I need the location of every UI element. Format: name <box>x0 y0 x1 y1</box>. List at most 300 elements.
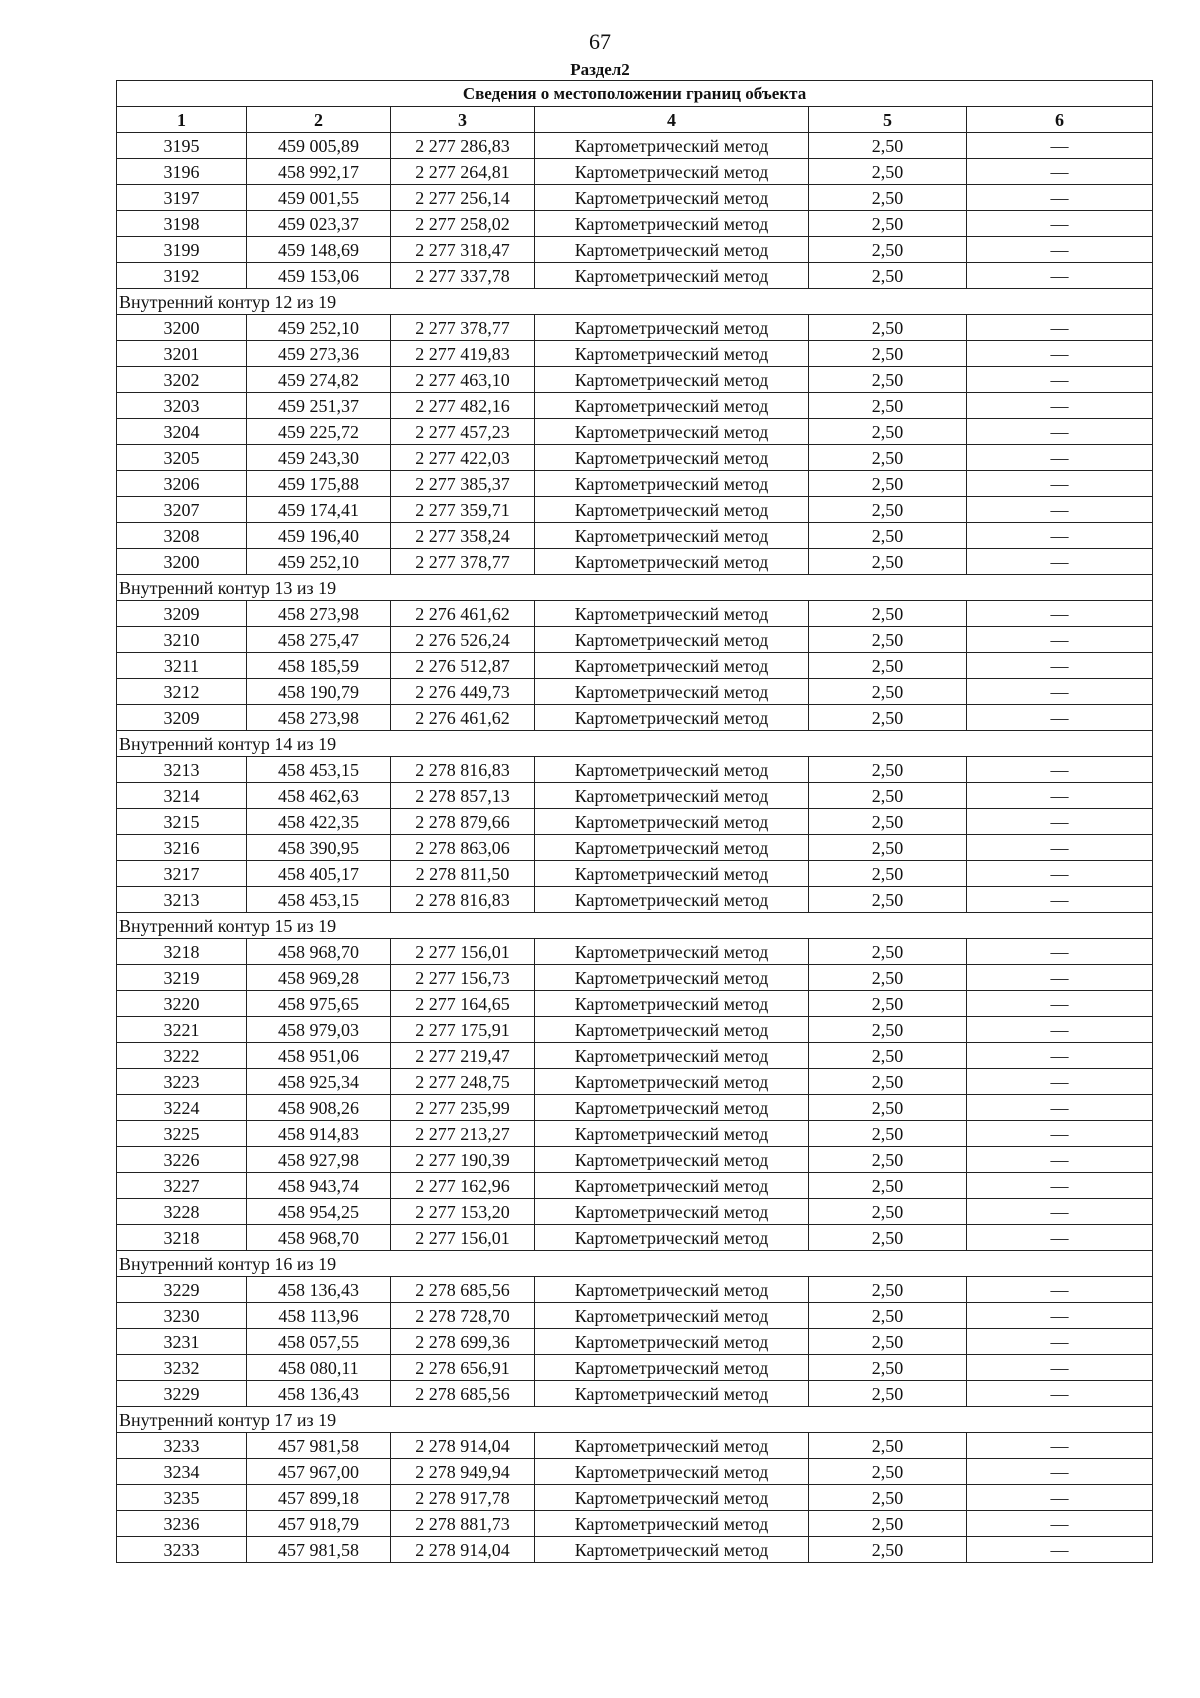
y-coordinate-cell: 2 277 164,65 <box>391 991 535 1017</box>
point-number-cell: 3207 <box>117 497 247 523</box>
description-cell: — <box>967 835 1153 861</box>
x-coordinate-cell: 458 992,17 <box>247 159 391 185</box>
method-cell: Картометрический метод <box>535 1303 809 1329</box>
y-coordinate-cell: 2 276 461,62 <box>391 705 535 731</box>
x-coordinate-cell: 459 148,69 <box>247 237 391 263</box>
point-number-cell: 3217 <box>117 861 247 887</box>
point-number-cell: 3202 <box>117 367 247 393</box>
y-coordinate-cell: 2 278 857,13 <box>391 783 535 809</box>
x-coordinate-cell: 459 274,82 <box>247 367 391 393</box>
method-cell: Картометрический метод <box>535 1537 809 1563</box>
y-coordinate-cell: 2 278 914,04 <box>391 1537 535 1563</box>
y-coordinate-cell: 2 277 235,99 <box>391 1095 535 1121</box>
accuracy-cell: 2,50 <box>809 783 967 809</box>
point-number-cell: 3200 <box>117 315 247 341</box>
accuracy-cell: 2,50 <box>809 627 967 653</box>
y-coordinate-cell: 2 277 286,83 <box>391 133 535 159</box>
contour-header-row <box>117 913 1153 939</box>
x-coordinate-cell: 458 943,74 <box>247 1173 391 1199</box>
method-cell: Картометрический метод <box>535 887 809 913</box>
table-row <box>117 1225 1153 1251</box>
y-coordinate-cell: 2 277 156,01 <box>391 1225 535 1251</box>
accuracy-cell: 2,50 <box>809 1017 967 1043</box>
table-row <box>117 185 1153 211</box>
point-number-cell: 3197 <box>117 185 247 211</box>
accuracy-cell: 2,50 <box>809 445 967 471</box>
x-coordinate-cell: 458 185,59 <box>247 653 391 679</box>
point-number-cell: 3221 <box>117 1017 247 1043</box>
description-cell: — <box>967 549 1153 575</box>
contour-header-row <box>117 575 1153 601</box>
x-coordinate-cell: 458 968,70 <box>247 1225 391 1251</box>
x-coordinate-cell: 457 967,00 <box>247 1459 391 1485</box>
description-cell: — <box>967 1485 1153 1511</box>
point-number-cell: 3213 <box>117 757 247 783</box>
method-cell: Картометрический метод <box>535 523 809 549</box>
description-cell: — <box>967 757 1153 783</box>
method-cell: Картометрический метод <box>535 471 809 497</box>
description-cell: — <box>967 1095 1153 1121</box>
column-number: 3 <box>391 107 535 133</box>
x-coordinate-cell: 458 462,63 <box>247 783 391 809</box>
description-cell: — <box>967 367 1153 393</box>
accuracy-cell: 2,50 <box>809 315 967 341</box>
accuracy-cell: 2,50 <box>809 679 967 705</box>
x-coordinate-cell: 458 979,03 <box>247 1017 391 1043</box>
x-coordinate-cell: 458 951,06 <box>247 1043 391 1069</box>
method-cell: Картометрический метод <box>535 679 809 705</box>
y-coordinate-cell: 2 277 337,78 <box>391 263 535 289</box>
x-coordinate-cell: 458 405,17 <box>247 861 391 887</box>
x-coordinate-cell: 458 275,47 <box>247 627 391 653</box>
method-cell: Картометрический метод <box>535 1511 809 1537</box>
description-cell: — <box>967 783 1153 809</box>
y-coordinate-cell: 2 276 449,73 <box>391 679 535 705</box>
caption-row <box>117 81 1153 107</box>
accuracy-cell: 2,50 <box>809 705 967 731</box>
method-cell: Картометрический метод <box>535 341 809 367</box>
table-row <box>117 1511 1153 1537</box>
method-cell: Картометрический метод <box>535 1433 809 1459</box>
x-coordinate-cell: 458 453,15 <box>247 887 391 913</box>
accuracy-cell: 2,50 <box>809 1225 967 1251</box>
description-cell: — <box>967 1225 1153 1251</box>
x-coordinate-cell: 458 113,96 <box>247 1303 391 1329</box>
accuracy-cell: 2,50 <box>809 1199 967 1225</box>
method-cell: Картометрический метод <box>535 445 809 471</box>
y-coordinate-cell: 2 277 258,02 <box>391 211 535 237</box>
table-row <box>117 159 1153 185</box>
table-row <box>117 887 1153 913</box>
method-cell: Картометрический метод <box>535 1485 809 1511</box>
description-cell: — <box>967 1459 1153 1485</box>
point-number-cell: 3225 <box>117 1121 247 1147</box>
accuracy-cell: 2,50 <box>809 497 967 523</box>
x-coordinate-cell: 458 080,11 <box>247 1355 391 1381</box>
description-cell: — <box>967 1433 1153 1459</box>
contour-label: Внутренний контур 14 из 19 <box>117 731 1153 757</box>
table-row <box>117 991 1153 1017</box>
method-cell: Картометрический метод <box>535 211 809 237</box>
x-coordinate-cell: 458 914,83 <box>247 1121 391 1147</box>
table-row <box>117 1459 1153 1485</box>
point-number-cell: 3212 <box>117 679 247 705</box>
table-row <box>117 653 1153 679</box>
method-cell: Картометрический метод <box>535 159 809 185</box>
x-coordinate-cell: 457 981,58 <box>247 1537 391 1563</box>
point-number-cell: 3195 <box>117 133 247 159</box>
x-coordinate-cell: 459 273,36 <box>247 341 391 367</box>
table-row <box>117 549 1153 575</box>
point-number-cell: 3233 <box>117 1537 247 1563</box>
point-number-cell: 3222 <box>117 1043 247 1069</box>
table-row <box>117 211 1153 237</box>
table-row <box>117 419 1153 445</box>
point-number-cell: 3209 <box>117 705 247 731</box>
table-body <box>117 133 1153 1563</box>
description-cell: — <box>967 341 1153 367</box>
method-cell: Картометрический метод <box>535 627 809 653</box>
accuracy-cell: 2,50 <box>809 757 967 783</box>
accuracy-cell: 2,50 <box>809 653 967 679</box>
accuracy-cell: 2,50 <box>809 1069 967 1095</box>
accuracy-cell: 2,50 <box>809 1147 967 1173</box>
table-row <box>117 1303 1153 1329</box>
accuracy-cell: 2,50 <box>809 1277 967 1303</box>
x-coordinate-cell: 459 225,72 <box>247 419 391 445</box>
table-row <box>117 263 1153 289</box>
point-number-cell: 3213 <box>117 887 247 913</box>
method-cell: Картометрический метод <box>535 549 809 575</box>
description-cell: — <box>967 1303 1153 1329</box>
table-head <box>117 81 1153 133</box>
method-cell: Картометрический метод <box>535 367 809 393</box>
accuracy-cell: 2,50 <box>809 887 967 913</box>
table-row <box>117 471 1153 497</box>
column-number: 4 <box>535 107 809 133</box>
x-coordinate-cell: 459 251,37 <box>247 393 391 419</box>
x-coordinate-cell: 458 057,55 <box>247 1329 391 1355</box>
method-cell: Картометрический метод <box>535 1069 809 1095</box>
y-coordinate-cell: 2 277 190,39 <box>391 1147 535 1173</box>
description-cell: — <box>967 965 1153 991</box>
accuracy-cell: 2,50 <box>809 1303 967 1329</box>
table-row <box>117 497 1153 523</box>
y-coordinate-cell: 2 278 879,66 <box>391 809 535 835</box>
accuracy-cell: 2,50 <box>809 1173 967 1199</box>
table-row <box>117 1329 1153 1355</box>
accuracy-cell: 2,50 <box>809 991 967 1017</box>
contour-header-row <box>117 1407 1153 1433</box>
method-cell: Картометрический метод <box>535 419 809 445</box>
method-cell: Картометрический метод <box>535 237 809 263</box>
x-coordinate-cell: 459 174,41 <box>247 497 391 523</box>
table-row <box>117 445 1153 471</box>
y-coordinate-cell: 2 278 685,56 <box>391 1277 535 1303</box>
method-cell: Картометрический метод <box>535 653 809 679</box>
column-number: 6 <box>967 107 1153 133</box>
method-cell: Картометрический метод <box>535 991 809 1017</box>
method-cell: Картометрический метод <box>535 1199 809 1225</box>
x-coordinate-cell: 458 925,34 <box>247 1069 391 1095</box>
table-row <box>117 757 1153 783</box>
description-cell: — <box>967 1329 1153 1355</box>
table-row <box>117 1017 1153 1043</box>
method-cell: Картометрический метод <box>535 185 809 211</box>
accuracy-cell: 2,50 <box>809 1485 967 1511</box>
accuracy-cell: 2,50 <box>809 1537 967 1563</box>
x-coordinate-cell: 459 005,89 <box>247 133 391 159</box>
x-coordinate-cell: 459 196,40 <box>247 523 391 549</box>
accuracy-cell: 2,50 <box>809 367 967 393</box>
y-coordinate-cell: 2 276 526,24 <box>391 627 535 653</box>
method-cell: Картометрический метод <box>535 835 809 861</box>
point-number-cell: 3208 <box>117 523 247 549</box>
y-coordinate-cell: 2 277 156,73 <box>391 965 535 991</box>
table-row <box>117 861 1153 887</box>
description-cell: — <box>967 393 1153 419</box>
description-cell: — <box>967 523 1153 549</box>
description-cell: — <box>967 887 1153 913</box>
table-row <box>117 705 1153 731</box>
description-cell: — <box>967 1537 1153 1563</box>
y-coordinate-cell: 2 277 175,91 <box>391 1017 535 1043</box>
point-number-cell: 3230 <box>117 1303 247 1329</box>
method-cell: Картометрический метод <box>535 1147 809 1173</box>
accuracy-cell: 2,50 <box>809 185 967 211</box>
table-row <box>117 1355 1153 1381</box>
description-cell: — <box>967 1069 1153 1095</box>
accuracy-cell: 2,50 <box>809 965 967 991</box>
y-coordinate-cell: 2 277 256,14 <box>391 185 535 211</box>
accuracy-cell: 2,50 <box>809 939 967 965</box>
point-number-cell: 3214 <box>117 783 247 809</box>
y-coordinate-cell: 2 278 728,70 <box>391 1303 535 1329</box>
table-row <box>117 1277 1153 1303</box>
method-cell: Картометрический метод <box>535 1329 809 1355</box>
x-coordinate-cell: 458 453,15 <box>247 757 391 783</box>
y-coordinate-cell: 2 277 264,81 <box>391 159 535 185</box>
point-number-cell: 3199 <box>117 237 247 263</box>
method-cell: Картометрический метод <box>535 1225 809 1251</box>
table-caption: Сведения о местоположении границ объекта <box>117 81 1153 107</box>
method-cell: Картометрический метод <box>535 1121 809 1147</box>
method-cell: Картометрический метод <box>535 263 809 289</box>
description-cell: — <box>967 1381 1153 1407</box>
table-row <box>117 393 1153 419</box>
x-coordinate-cell: 457 981,58 <box>247 1433 391 1459</box>
y-coordinate-cell: 2 276 461,62 <box>391 601 535 627</box>
point-number-cell: 3224 <box>117 1095 247 1121</box>
y-coordinate-cell: 2 278 917,78 <box>391 1485 535 1511</box>
contour-header-row <box>117 731 1153 757</box>
accuracy-cell: 2,50 <box>809 1511 967 1537</box>
description-cell: — <box>967 861 1153 887</box>
accuracy-cell: 2,50 <box>809 523 967 549</box>
contour-label: Внутренний контур 17 из 19 <box>117 1407 1153 1433</box>
y-coordinate-cell: 2 277 419,83 <box>391 341 535 367</box>
x-coordinate-cell: 459 153,06 <box>247 263 391 289</box>
x-coordinate-cell: 458 273,98 <box>247 601 391 627</box>
description-cell: — <box>967 1147 1153 1173</box>
y-coordinate-cell: 2 277 162,96 <box>391 1173 535 1199</box>
method-cell: Картометрический метод <box>535 965 809 991</box>
y-coordinate-cell: 2 277 482,16 <box>391 393 535 419</box>
method-cell: Картометрический метод <box>535 1173 809 1199</box>
accuracy-cell: 2,50 <box>809 809 967 835</box>
table-row <box>117 237 1153 263</box>
accuracy-cell: 2,50 <box>809 1329 967 1355</box>
method-cell: Картометрический метод <box>535 133 809 159</box>
point-number-cell: 3201 <box>117 341 247 367</box>
description-cell: — <box>967 497 1153 523</box>
y-coordinate-cell: 2 277 156,01 <box>391 939 535 965</box>
y-coordinate-cell: 2 278 863,06 <box>391 835 535 861</box>
point-number-cell: 3220 <box>117 991 247 1017</box>
table-row <box>117 627 1153 653</box>
description-cell: — <box>967 1199 1153 1225</box>
table-row <box>117 809 1153 835</box>
point-number-cell: 3206 <box>117 471 247 497</box>
description-cell: — <box>967 1121 1153 1147</box>
method-cell: Картометрический метод <box>535 939 809 965</box>
point-number-cell: 3229 <box>117 1381 247 1407</box>
section-title: Раздел2 <box>570 60 630 79</box>
x-coordinate-cell: 457 918,79 <box>247 1511 391 1537</box>
description-cell: — <box>967 185 1153 211</box>
description-cell: — <box>967 939 1153 965</box>
y-coordinate-cell: 2 276 512,87 <box>391 653 535 679</box>
method-cell: Картометрический метод <box>535 1095 809 1121</box>
x-coordinate-cell: 458 273,98 <box>247 705 391 731</box>
accuracy-cell: 2,50 <box>809 211 967 237</box>
point-number-cell: 3218 <box>117 939 247 965</box>
x-coordinate-cell: 458 136,43 <box>247 1381 391 1407</box>
table-row <box>117 939 1153 965</box>
method-cell: Картометрический метод <box>535 783 809 809</box>
table-row <box>117 601 1153 627</box>
point-number-cell: 3210 <box>117 627 247 653</box>
point-number-cell: 3231 <box>117 1329 247 1355</box>
point-number-cell: 3211 <box>117 653 247 679</box>
x-coordinate-cell: 458 975,65 <box>247 991 391 1017</box>
description-cell: — <box>967 263 1153 289</box>
table-row <box>117 367 1153 393</box>
point-number-cell: 3219 <box>117 965 247 991</box>
description-cell: — <box>967 653 1153 679</box>
point-number-cell: 3223 <box>117 1069 247 1095</box>
table-row <box>117 1069 1153 1095</box>
point-number-cell: 3209 <box>117 601 247 627</box>
description-cell: — <box>967 1173 1153 1199</box>
method-cell: Картометрический метод <box>535 1459 809 1485</box>
description-cell: — <box>967 1277 1153 1303</box>
boundary-coordinates-table <box>116 80 1153 1563</box>
accuracy-cell: 2,50 <box>809 133 967 159</box>
accuracy-cell: 2,50 <box>809 159 967 185</box>
point-number-cell: 3226 <box>117 1147 247 1173</box>
accuracy-cell: 2,50 <box>809 1459 967 1485</box>
contour-header-row <box>117 1251 1153 1277</box>
method-cell: Картометрический метод <box>535 861 809 887</box>
y-coordinate-cell: 2 277 213,27 <box>391 1121 535 1147</box>
accuracy-cell: 2,50 <box>809 1095 967 1121</box>
y-coordinate-cell: 2 278 816,83 <box>391 757 535 783</box>
x-coordinate-cell: 459 252,10 <box>247 549 391 575</box>
x-coordinate-cell: 459 175,88 <box>247 471 391 497</box>
contour-label: Внутренний контур 16 из 19 <box>117 1251 1153 1277</box>
y-coordinate-cell: 2 277 378,77 <box>391 315 535 341</box>
contour-label: Внутренний контур 12 из 19 <box>117 289 1153 315</box>
y-coordinate-cell: 2 277 378,77 <box>391 549 535 575</box>
point-number-cell: 3192 <box>117 263 247 289</box>
accuracy-cell: 2,50 <box>809 1355 967 1381</box>
table-row <box>117 783 1153 809</box>
table-row <box>117 679 1153 705</box>
accuracy-cell: 2,50 <box>809 1121 967 1147</box>
x-coordinate-cell: 459 023,37 <box>247 211 391 237</box>
y-coordinate-cell: 2 278 881,73 <box>391 1511 535 1537</box>
point-number-cell: 3234 <box>117 1459 247 1485</box>
accuracy-cell: 2,50 <box>809 1043 967 1069</box>
point-number-cell: 3215 <box>117 809 247 835</box>
table-row <box>117 965 1153 991</box>
y-coordinate-cell: 2 278 656,91 <box>391 1355 535 1381</box>
contour-label: Внутренний контур 15 из 19 <box>117 913 1153 939</box>
table-row <box>117 1199 1153 1225</box>
x-coordinate-cell: 458 390,95 <box>247 835 391 861</box>
accuracy-cell: 2,50 <box>809 1433 967 1459</box>
y-coordinate-cell: 2 277 248,75 <box>391 1069 535 1095</box>
method-cell: Картометрический метод <box>535 601 809 627</box>
y-coordinate-cell: 2 277 318,47 <box>391 237 535 263</box>
description-cell: — <box>967 601 1153 627</box>
y-coordinate-cell: 2 277 153,20 <box>391 1199 535 1225</box>
point-number-cell: 3204 <box>117 419 247 445</box>
x-coordinate-cell: 459 252,10 <box>247 315 391 341</box>
y-coordinate-cell: 2 278 699,36 <box>391 1329 535 1355</box>
x-coordinate-cell: 459 001,55 <box>247 185 391 211</box>
x-coordinate-cell: 457 899,18 <box>247 1485 391 1511</box>
point-number-cell: 3233 <box>117 1433 247 1459</box>
method-cell: Картометрический метод <box>535 1355 809 1381</box>
table-row <box>117 1485 1153 1511</box>
method-cell: Картометрический метод <box>535 809 809 835</box>
table-row <box>117 133 1153 159</box>
description-cell: — <box>967 1355 1153 1381</box>
description-cell: — <box>967 211 1153 237</box>
description-cell: — <box>967 315 1153 341</box>
table-row <box>117 1095 1153 1121</box>
accuracy-cell: 2,50 <box>809 1381 967 1407</box>
description-cell: — <box>967 679 1153 705</box>
description-cell: — <box>967 627 1153 653</box>
table-row <box>117 1173 1153 1199</box>
description-cell: — <box>967 445 1153 471</box>
description-cell: — <box>967 419 1153 445</box>
y-coordinate-cell: 2 278 811,50 <box>391 861 535 887</box>
y-coordinate-cell: 2 277 385,37 <box>391 471 535 497</box>
description-cell: — <box>967 809 1153 835</box>
y-coordinate-cell: 2 277 463,10 <box>391 367 535 393</box>
table-row <box>117 1537 1153 1563</box>
column-number: 1 <box>117 107 247 133</box>
accuracy-cell: 2,50 <box>809 601 967 627</box>
description-cell: — <box>967 991 1153 1017</box>
x-coordinate-cell: 459 243,30 <box>247 445 391 471</box>
method-cell: Картометрический метод <box>535 1381 809 1407</box>
point-number-cell: 3198 <box>117 211 247 237</box>
